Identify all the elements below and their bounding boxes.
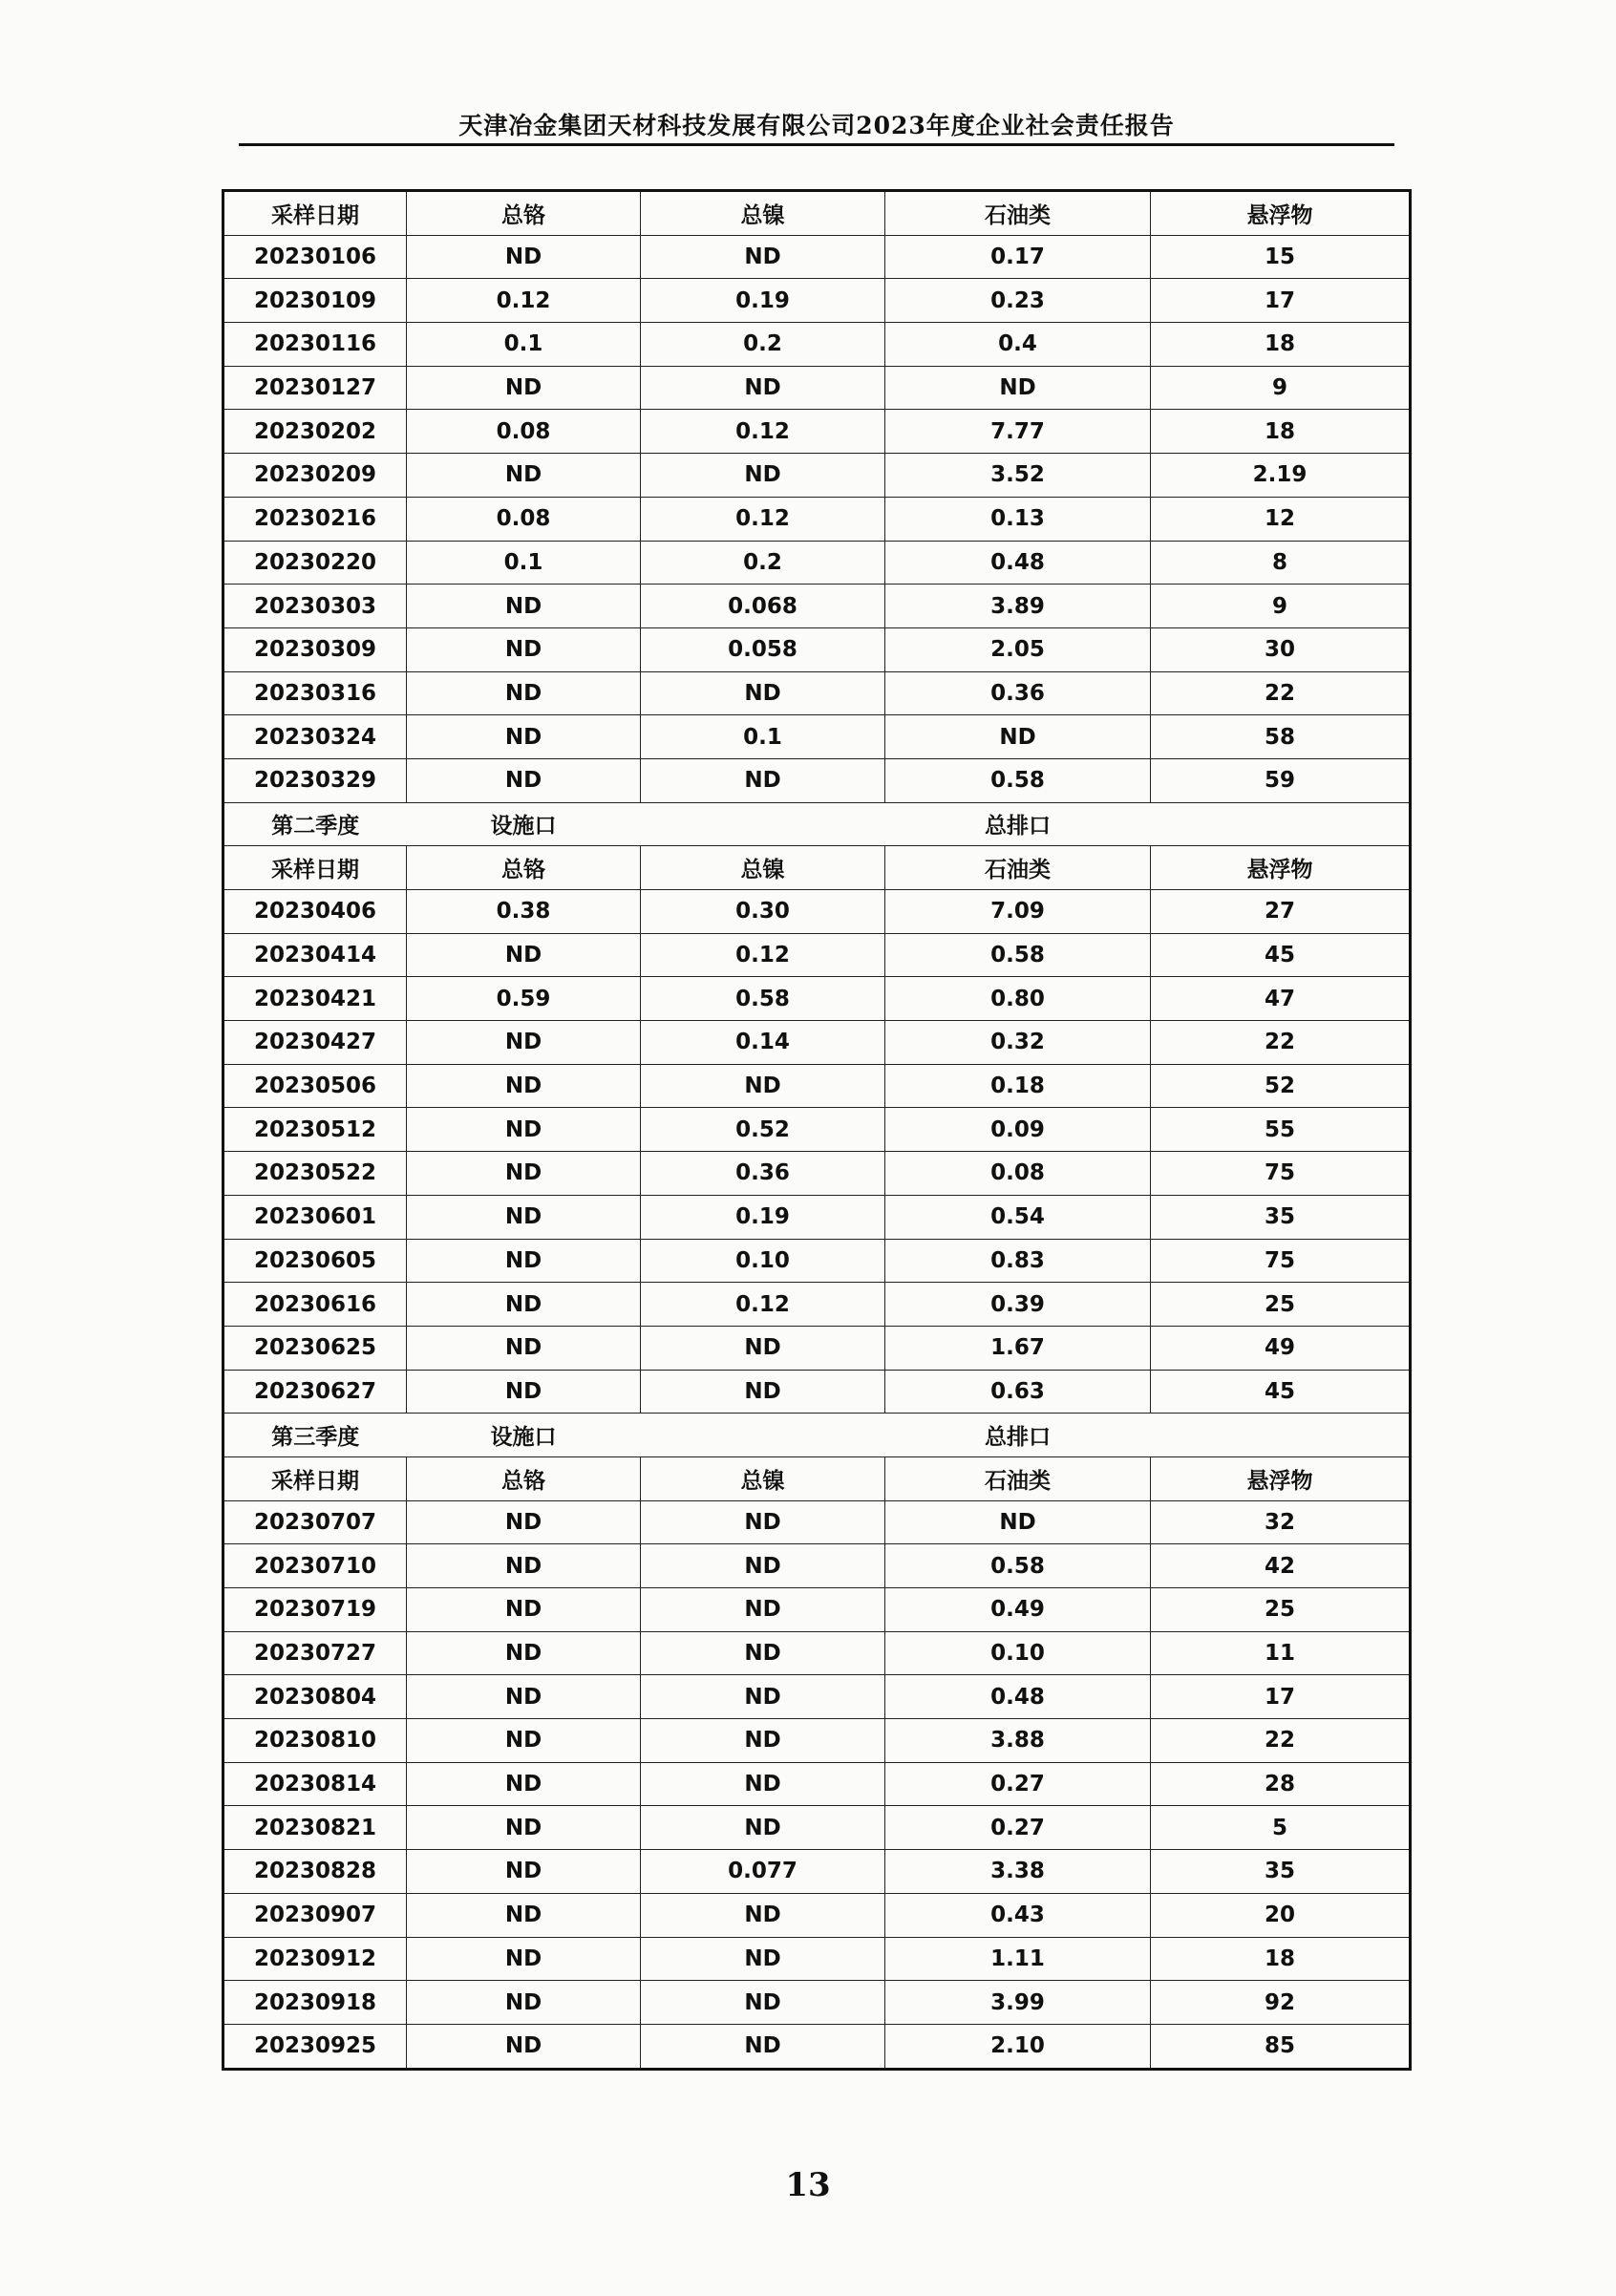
table-row xyxy=(223,323,1411,367)
petroleum-cell: 2.10 xyxy=(885,2024,1151,2069)
total-chromium-cell: ND xyxy=(407,1108,641,1152)
column-header-date: 采样日期 xyxy=(223,846,407,890)
suspended-solids-cell: 58 xyxy=(1151,715,1411,759)
total-chromium-cell: ND xyxy=(407,1152,641,1196)
petroleum-cell: 0.32 xyxy=(885,1021,1151,1065)
facility-outlet-label: 设施口 xyxy=(407,802,641,846)
petroleum-cell: 0.58 xyxy=(885,758,1151,802)
date-cell: 20230627 xyxy=(223,1370,407,1414)
table-row xyxy=(223,1326,1411,1370)
suspended-solids-cell: 11 xyxy=(1151,1631,1411,1675)
date-cell: 20230421 xyxy=(223,977,407,1021)
date-cell: 20230707 xyxy=(223,1500,407,1544)
total-chromium-cell: ND xyxy=(407,933,641,977)
petroleum-cell: 0.09 xyxy=(885,1108,1151,1152)
petroleum-cell: ND xyxy=(885,366,1151,410)
table-row xyxy=(223,541,1411,585)
date-cell: 20230814 xyxy=(223,1762,407,1806)
quarter-label: 第二季度 xyxy=(223,802,407,846)
facility-outlet-label: 设施口 xyxy=(407,1414,641,1457)
table-row xyxy=(223,1239,1411,1283)
suspended-solids-cell: 22 xyxy=(1151,1021,1411,1065)
total-nickel-cell: 0.14 xyxy=(641,1021,885,1065)
total-chromium-cell: ND xyxy=(407,1981,641,2025)
suspended-solids-cell: 32 xyxy=(1151,1500,1411,1544)
total-chromium-cell: ND xyxy=(407,1370,641,1414)
suspended-solids-cell: 75 xyxy=(1151,1239,1411,1283)
total-nickel-cell: ND xyxy=(641,235,885,279)
table-row xyxy=(223,497,1411,541)
date-cell: 20230710 xyxy=(223,1544,407,1588)
date-cell: 20230414 xyxy=(223,933,407,977)
petroleum-cell: 3.89 xyxy=(885,585,1151,628)
date-cell: 20230522 xyxy=(223,1152,407,1196)
total-chromium-cell: ND xyxy=(407,1195,641,1239)
date-cell: 20230202 xyxy=(223,410,407,454)
table-row xyxy=(223,1631,1411,1675)
suspended-solids-cell: 18 xyxy=(1151,323,1411,367)
total-nickel-cell: 0.30 xyxy=(641,890,885,934)
date-cell: 20230821 xyxy=(223,1806,407,1850)
total-chromium-cell: ND xyxy=(407,1064,641,1108)
total-chromium-cell: ND xyxy=(407,235,641,279)
petroleum-cell: 0.48 xyxy=(885,541,1151,585)
total-nickel-cell: ND xyxy=(641,1719,885,1763)
total-nickel-cell: 0.2 xyxy=(641,323,885,367)
petroleum-cell: 0.63 xyxy=(885,1370,1151,1414)
total-nickel-cell: 0.058 xyxy=(641,627,885,671)
table-row xyxy=(223,1806,1411,1850)
table-row xyxy=(223,1937,1411,1981)
suspended-solids-cell: 20 xyxy=(1151,1893,1411,1937)
suspended-solids-cell: 47 xyxy=(1151,977,1411,1021)
section-spacer xyxy=(641,1414,885,1457)
suspended-solids-cell: 45 xyxy=(1151,1370,1411,1414)
total-nickel-cell: 0.10 xyxy=(641,1239,885,1283)
total-chromium-cell: ND xyxy=(407,454,641,498)
table-row xyxy=(223,671,1411,715)
suspended-solids-cell: 12 xyxy=(1151,497,1411,541)
column-header-suspended-solids: 悬浮物 xyxy=(1151,191,1411,236)
suspended-solids-cell: 22 xyxy=(1151,1719,1411,1763)
total-chromium-cell: ND xyxy=(407,585,641,628)
total-chromium-cell: 0.1 xyxy=(407,541,641,585)
date-cell: 20230216 xyxy=(223,497,407,541)
column-header-date: 采样日期 xyxy=(223,191,407,236)
total-nickel-cell: ND xyxy=(641,366,885,410)
total-nickel-cell: ND xyxy=(641,1631,885,1675)
total-nickel-cell: ND xyxy=(641,1893,885,1937)
quarter-section-row xyxy=(223,802,1411,846)
date-cell: 20230512 xyxy=(223,1108,407,1152)
total-nickel-cell: ND xyxy=(641,1937,885,1981)
table-row xyxy=(223,279,1411,323)
date-cell: 20230506 xyxy=(223,1064,407,1108)
total-nickel-cell: 0.2 xyxy=(641,541,885,585)
suspended-solids-cell: 85 xyxy=(1151,2024,1411,2069)
suspended-solids-cell: 27 xyxy=(1151,890,1411,934)
date-cell: 20230316 xyxy=(223,671,407,715)
petroleum-cell: 7.77 xyxy=(885,410,1151,454)
total-chromium-cell: ND xyxy=(407,671,641,715)
suspended-solids-cell: 15 xyxy=(1151,235,1411,279)
table-row xyxy=(223,1108,1411,1152)
total-chromium-cell: ND xyxy=(407,715,641,759)
total-nickel-cell: 0.12 xyxy=(641,410,885,454)
table-row xyxy=(223,410,1411,454)
suspended-solids-cell: 18 xyxy=(1151,410,1411,454)
suspended-solids-cell: 42 xyxy=(1151,1544,1411,1588)
quarter-label: 第三季度 xyxy=(223,1414,407,1457)
date-cell: 20230605 xyxy=(223,1239,407,1283)
total-chromium-cell: ND xyxy=(407,1893,641,1937)
total-chromium-cell: ND xyxy=(407,627,641,671)
column-header-total-chromium: 总铬 xyxy=(407,1456,641,1500)
total-chromium-cell: 0.12 xyxy=(407,279,641,323)
petroleum-cell: ND xyxy=(885,1500,1151,1544)
total-chromium-cell: ND xyxy=(407,1283,641,1327)
total-chromium-cell: ND xyxy=(407,758,641,802)
column-header-petroleum: 石油类 xyxy=(885,191,1151,236)
water-quality-table xyxy=(222,189,1412,2071)
table-row xyxy=(223,585,1411,628)
table-row xyxy=(223,1152,1411,1196)
total-nickel-cell: 0.12 xyxy=(641,497,885,541)
petroleum-cell: 0.18 xyxy=(885,1064,1151,1108)
petroleum-cell: 1.67 xyxy=(885,1326,1151,1370)
column-header-petroleum: 石油类 xyxy=(885,1456,1151,1500)
total-nickel-cell: ND xyxy=(641,1588,885,1632)
table-row xyxy=(223,2024,1411,2069)
table-row xyxy=(223,627,1411,671)
column-header-suspended-solids: 悬浮物 xyxy=(1151,1456,1411,1500)
column-header-row xyxy=(223,191,1411,236)
column-header-suspended-solids: 悬浮物 xyxy=(1151,846,1411,890)
petroleum-cell: 0.27 xyxy=(885,1762,1151,1806)
date-cell: 20230616 xyxy=(223,1283,407,1327)
column-header-total-chromium: 总铬 xyxy=(407,191,641,236)
table-row xyxy=(223,715,1411,759)
suspended-solids-cell: 8 xyxy=(1151,541,1411,585)
total-chromium-cell: ND xyxy=(407,1631,641,1675)
suspended-solids-cell: 30 xyxy=(1151,627,1411,671)
suspended-solids-cell: 35 xyxy=(1151,1195,1411,1239)
date-cell: 20230427 xyxy=(223,1021,407,1065)
table-row xyxy=(223,366,1411,410)
petroleum-cell: 0.36 xyxy=(885,671,1151,715)
petroleum-cell: 0.4 xyxy=(885,323,1151,367)
column-header-petroleum: 石油类 xyxy=(885,846,1151,890)
petroleum-cell: 0.43 xyxy=(885,1893,1151,1937)
column-header-date: 采样日期 xyxy=(223,1456,407,1500)
total-nickel-cell: ND xyxy=(641,1370,885,1414)
total-chromium-cell: 0.08 xyxy=(407,497,641,541)
total-chromium-cell: ND xyxy=(407,1675,641,1719)
date-cell: 20230324 xyxy=(223,715,407,759)
total-nickel-cell: 0.36 xyxy=(641,1152,885,1196)
petroleum-cell: 0.54 xyxy=(885,1195,1151,1239)
total-nickel-cell: 0.1 xyxy=(641,715,885,759)
total-chromium-cell: ND xyxy=(407,1937,641,1981)
header-divider xyxy=(239,143,1394,146)
total-chromium-cell: ND xyxy=(407,1021,641,1065)
table-row xyxy=(223,235,1411,279)
suspended-solids-cell: 9 xyxy=(1151,366,1411,410)
total-nickel-cell: ND xyxy=(641,1326,885,1370)
total-nickel-cell: ND xyxy=(641,1064,885,1108)
total-nickel-cell: 0.19 xyxy=(641,1195,885,1239)
date-cell: 20230106 xyxy=(223,235,407,279)
petroleum-cell: 0.58 xyxy=(885,933,1151,977)
table-row xyxy=(223,1195,1411,1239)
date-cell: 20230828 xyxy=(223,1850,407,1894)
date-cell: 20230925 xyxy=(223,2024,407,2069)
date-cell: 20230220 xyxy=(223,541,407,585)
suspended-solids-cell: 5 xyxy=(1151,1806,1411,1850)
petroleum-cell: 3.38 xyxy=(885,1850,1151,1894)
petroleum-cell: 3.88 xyxy=(885,1719,1151,1763)
total-chromium-cell: ND xyxy=(407,366,641,410)
petroleum-cell: 0.48 xyxy=(885,1675,1151,1719)
total-chromium-cell: ND xyxy=(407,1806,641,1850)
table-row xyxy=(223,933,1411,977)
total-chromium-cell: ND xyxy=(407,1850,641,1894)
suspended-solids-cell: 45 xyxy=(1151,933,1411,977)
suspended-solids-cell: 52 xyxy=(1151,1064,1411,1108)
suspended-solids-cell: 55 xyxy=(1151,1108,1411,1152)
total-nickel-cell: ND xyxy=(641,1675,885,1719)
total-nickel-cell: ND xyxy=(641,758,885,802)
total-chromium-cell: 0.38 xyxy=(407,890,641,934)
table-row xyxy=(223,1762,1411,1806)
total-chromium-cell: ND xyxy=(407,1326,641,1370)
table-row xyxy=(223,1283,1411,1327)
section-spacer xyxy=(641,802,885,846)
suspended-solids-cell: 92 xyxy=(1151,1981,1411,2025)
suspended-solids-cell: 25 xyxy=(1151,1588,1411,1632)
total-nickel-cell: ND xyxy=(641,1762,885,1806)
petroleum-cell: 0.10 xyxy=(885,1631,1151,1675)
table-row xyxy=(223,1500,1411,1544)
quarter-section-row xyxy=(223,1414,1411,1457)
total-chromium-cell: ND xyxy=(407,1588,641,1632)
section-spacer xyxy=(1151,802,1411,846)
suspended-solids-cell: 28 xyxy=(1151,1762,1411,1806)
date-cell: 20230116 xyxy=(223,323,407,367)
column-header-total-chromium: 总铬 xyxy=(407,846,641,890)
date-cell: 20230719 xyxy=(223,1588,407,1632)
date-cell: 20230918 xyxy=(223,1981,407,2025)
suspended-solids-cell: 35 xyxy=(1151,1850,1411,1894)
total-nickel-cell: 0.58 xyxy=(641,977,885,1021)
table-row xyxy=(223,758,1411,802)
total-chromium-cell: ND xyxy=(407,2024,641,2069)
table-row xyxy=(223,1850,1411,1894)
total-nickel-cell: 0.19 xyxy=(641,279,885,323)
table-row xyxy=(223,1544,1411,1588)
total-nickel-cell: ND xyxy=(641,671,885,715)
suspended-solids-cell: 75 xyxy=(1151,1152,1411,1196)
total-chromium-cell: ND xyxy=(407,1544,641,1588)
suspended-solids-cell: 2.19 xyxy=(1151,454,1411,498)
petroleum-cell: 0.23 xyxy=(885,279,1151,323)
table-row xyxy=(223,1675,1411,1719)
column-header-total-nickel: 总镍 xyxy=(641,846,885,890)
petroleum-cell: 0.39 xyxy=(885,1283,1151,1327)
table-row xyxy=(223,1981,1411,2025)
petroleum-cell: 0.08 xyxy=(885,1152,1151,1196)
date-cell: 20230309 xyxy=(223,627,407,671)
suspended-solids-cell: 18 xyxy=(1151,1937,1411,1981)
total-chromium-cell: 0.1 xyxy=(407,323,641,367)
total-chromium-cell: ND xyxy=(407,1762,641,1806)
date-cell: 20230329 xyxy=(223,758,407,802)
main-outlet-label: 总排口 xyxy=(885,1414,1151,1457)
date-cell: 20230303 xyxy=(223,585,407,628)
total-nickel-cell: 0.12 xyxy=(641,933,885,977)
suspended-solids-cell: 17 xyxy=(1151,279,1411,323)
total-nickel-cell: 0.077 xyxy=(641,1850,885,1894)
table-row xyxy=(223,1064,1411,1108)
petroleum-cell: 0.17 xyxy=(885,235,1151,279)
petroleum-cell: 1.11 xyxy=(885,1937,1151,1981)
total-nickel-cell: 0.52 xyxy=(641,1108,885,1152)
total-nickel-cell: ND xyxy=(641,1981,885,2025)
total-nickel-cell: ND xyxy=(641,1544,885,1588)
column-header-total-nickel: 总镍 xyxy=(641,191,885,236)
petroleum-cell: 3.52 xyxy=(885,454,1151,498)
date-cell: 20230907 xyxy=(223,1893,407,1937)
petroleum-cell: 0.58 xyxy=(885,1544,1151,1588)
page-number: 13 xyxy=(785,2166,831,2204)
total-chromium-cell: ND xyxy=(407,1500,641,1544)
table-row xyxy=(223,977,1411,1021)
main-outlet-label: 总排口 xyxy=(885,802,1151,846)
table-row xyxy=(223,1719,1411,1763)
table-row xyxy=(223,1370,1411,1414)
date-cell: 20230804 xyxy=(223,1675,407,1719)
petroleum-cell: 0.27 xyxy=(885,1806,1151,1850)
section-spacer xyxy=(1151,1414,1411,1457)
column-header-row xyxy=(223,1456,1411,1500)
suspended-solids-cell: 49 xyxy=(1151,1326,1411,1370)
suspended-solids-cell: 59 xyxy=(1151,758,1411,802)
column-header-total-nickel: 总镍 xyxy=(641,1456,885,1500)
petroleum-cell: ND xyxy=(885,715,1151,759)
date-cell: 20230127 xyxy=(223,366,407,410)
date-cell: 20230727 xyxy=(223,1631,407,1675)
date-cell: 20230109 xyxy=(223,279,407,323)
suspended-solids-cell: 22 xyxy=(1151,671,1411,715)
total-nickel-cell: 0.12 xyxy=(641,1283,885,1327)
table-row xyxy=(223,1588,1411,1632)
petroleum-cell: 3.99 xyxy=(885,1981,1151,2025)
petroleum-cell: 0.80 xyxy=(885,977,1151,1021)
total-chromium-cell: ND xyxy=(407,1719,641,1763)
date-cell: 20230406 xyxy=(223,890,407,934)
suspended-solids-cell: 25 xyxy=(1151,1283,1411,1327)
suspended-solids-cell: 17 xyxy=(1151,1675,1411,1719)
date-cell: 20230625 xyxy=(223,1326,407,1370)
total-chromium-cell: ND xyxy=(407,1239,641,1283)
petroleum-cell: 2.05 xyxy=(885,627,1151,671)
date-cell: 20230601 xyxy=(223,1195,407,1239)
suspended-solids-cell: 9 xyxy=(1151,585,1411,628)
table-row xyxy=(223,890,1411,934)
total-chromium-cell: 0.08 xyxy=(407,410,641,454)
date-cell: 20230209 xyxy=(223,454,407,498)
report-title: 天津冶金集团天材科技发展有限公司2023年度企业社会责任报告 xyxy=(458,112,1175,139)
petroleum-cell: 7.09 xyxy=(885,890,1151,934)
total-nickel-cell: ND xyxy=(641,454,885,498)
date-cell: 20230810 xyxy=(223,1719,407,1763)
petroleum-cell: 0.49 xyxy=(885,1588,1151,1632)
total-nickel-cell: ND xyxy=(641,2024,885,2069)
date-cell: 20230912 xyxy=(223,1937,407,1981)
total-nickel-cell: ND xyxy=(641,1806,885,1850)
total-chromium-cell: 0.59 xyxy=(407,977,641,1021)
table-row xyxy=(223,1021,1411,1065)
total-nickel-cell: ND xyxy=(641,1500,885,1544)
table-row xyxy=(223,454,1411,498)
table-row xyxy=(223,1893,1411,1937)
petroleum-cell: 0.83 xyxy=(885,1239,1151,1283)
column-header-row xyxy=(223,846,1411,890)
petroleum-cell: 0.13 xyxy=(885,497,1151,541)
total-nickel-cell: 0.068 xyxy=(641,585,885,628)
